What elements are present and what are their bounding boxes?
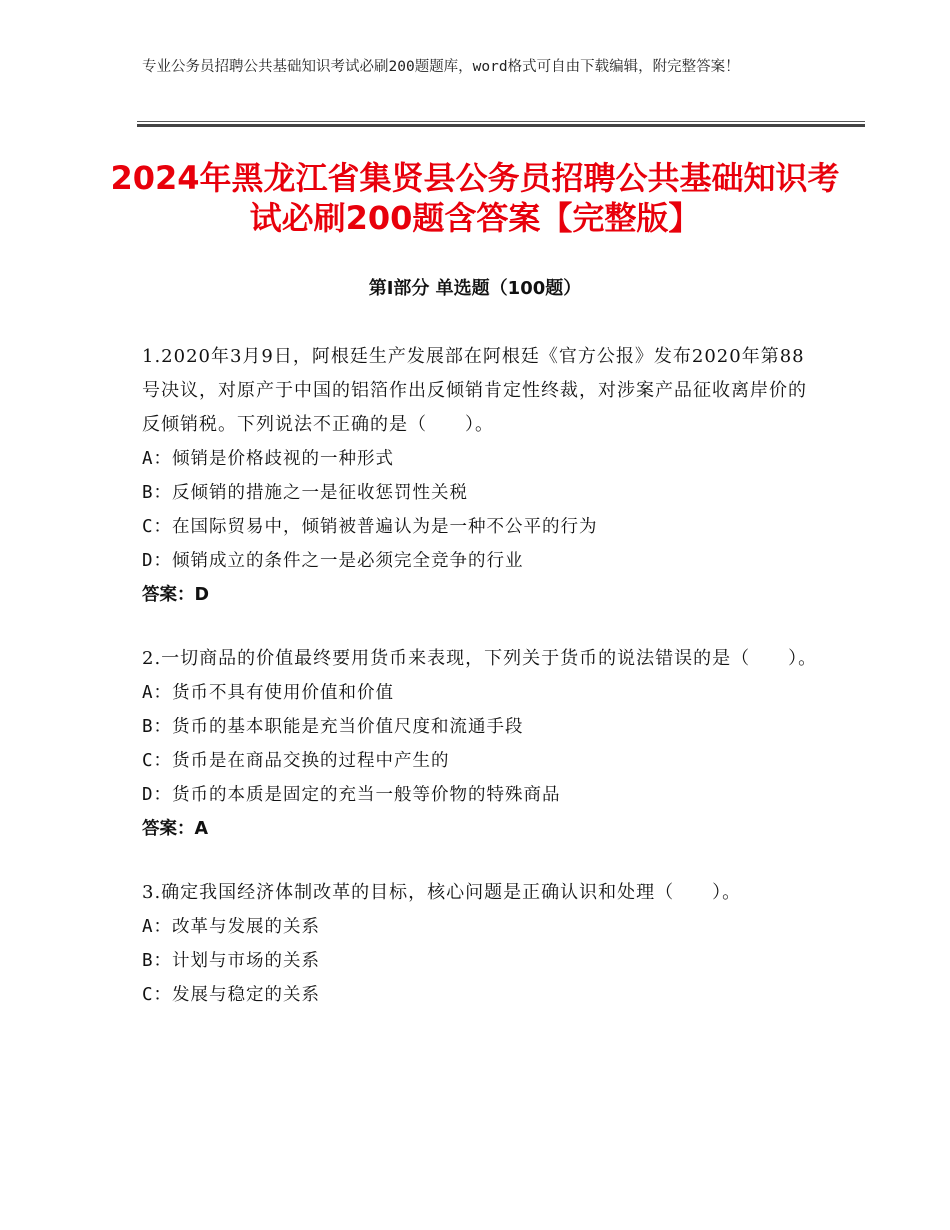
header-note: 专业公务员招聘公共基础知识考试必刷200题题库，word格式可自由下载编辑，附完整答案！: [142, 59, 740, 75]
question-option: A：改革与发展的关系: [142, 917, 321, 937]
question-item: [142, 876, 822, 1012]
question-option: A：倾销是价格歧视的一种形式: [142, 449, 395, 469]
question-stem: 3.确定我国经济体制改革的目标，核心问题是正确认识和处理（ ）。: [142, 882, 742, 903]
question-option: D：货币的本质是固定的充当一般等价物的特殊商品: [142, 785, 561, 805]
question-option: A：货币不具有使用价值和价值: [142, 683, 395, 703]
question-answer: 答案：A: [142, 819, 209, 839]
question-stem: 2.一切商品的价值最终要用货币来表现，下列关于货币的说法错误的是（ ）。: [142, 648, 818, 669]
question-item: [142, 642, 822, 846]
question-option: C：在国际贸易中，倾销被普遍认为是一种不公平的行为: [142, 517, 598, 537]
question-option: B：计划与市场的关系: [142, 951, 321, 971]
document-title: 2024年黑龙江省集贤县公务员招聘公共基础知识考试必刷200题含答案【完整版】: [110, 159, 840, 237]
question-option: C：发展与稳定的关系: [142, 985, 321, 1005]
question-answer: 答案：D: [142, 585, 210, 605]
question-stem: 1.2020年3月9日，阿根廷生产发展部在阿根廷《官方公报》发布2020年第88号决议，对原产于中国的铝箔作出反倾销肯定性终裁，对涉案产品征收离岸价的反倾销税。下列说法不正确的是（ ）。: [142, 346, 807, 435]
question-option: D：倾销成立的条件之一是必须完全竞争的行业: [142, 551, 524, 571]
header-divider-thick: [137, 124, 865, 127]
question-item: [142, 340, 822, 612]
question-option: B：反倾销的措施之一是征收惩罚性关税: [142, 483, 469, 503]
section-title: 第Ⅰ部分 单选题（100题）: [368, 278, 582, 299]
header-divider-thin: [137, 121, 865, 122]
question-list: [142, 340, 822, 1042]
question-option: C：货币是在商品交换的过程中产生的: [142, 751, 450, 771]
question-option: B：货币的基本职能是充当价值尺度和流通手段: [142, 717, 524, 737]
